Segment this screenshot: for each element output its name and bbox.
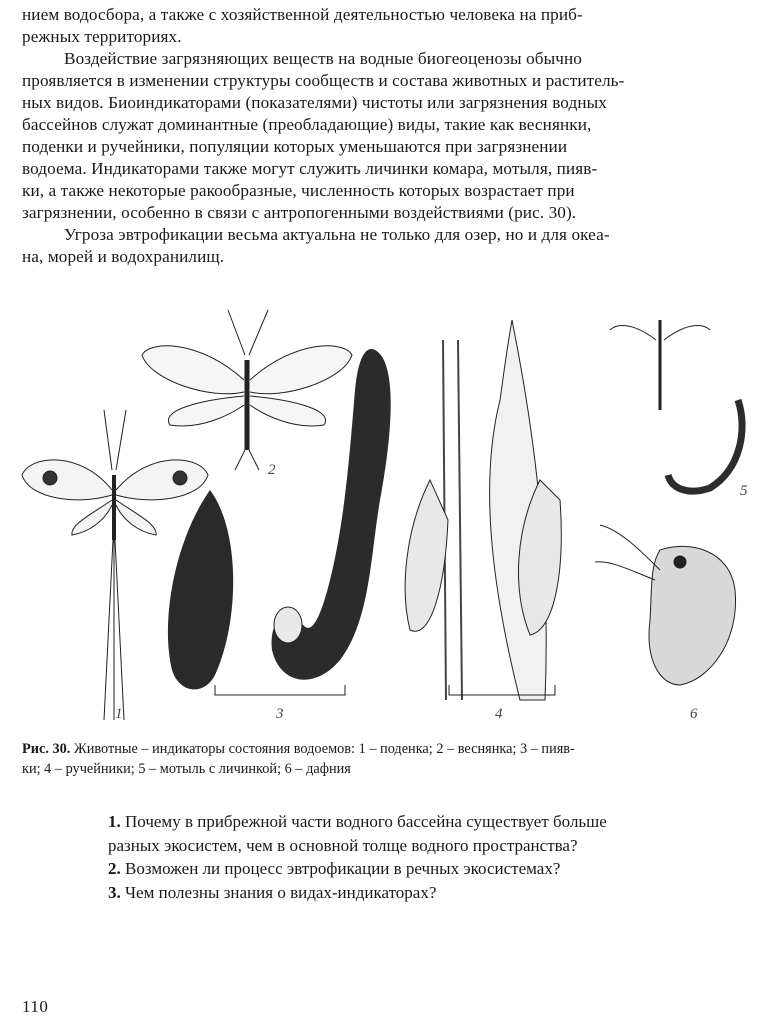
figure-label-3: 3	[276, 706, 284, 722]
figure-illustration	[0, 300, 757, 730]
text-line: ных видов. Биоиндикаторами (показателями) чистоты или загрязнения водных	[22, 93, 607, 112]
text-line: бассейнов служат доминантные (преобладающие) виды, такие как веснянки,	[22, 115, 592, 134]
text-line: Угроза эвтрофикации весьма актуальна не только для озер, но и для океа-	[64, 225, 610, 244]
question-number: 2.	[108, 859, 121, 878]
stonefly-illustration	[142, 310, 352, 470]
caption-line	[22, 739, 757, 759]
text-line: на, морей и водохранилищ.	[22, 247, 225, 266]
figure-label-1: 1	[115, 706, 123, 722]
caddisfly-illustration	[405, 320, 561, 700]
figure-caption	[22, 739, 757, 779]
question-1	[108, 810, 757, 834]
bloodworm-illustration	[610, 320, 742, 491]
question-3	[108, 881, 757, 905]
text-line: поденки и ручейники, популяции которых уменьшаются при загрязнении	[22, 137, 568, 156]
question-text: Почему в прибрежной части водного бассейна существует больше	[125, 812, 607, 831]
figure-label-6: 6	[690, 706, 698, 722]
text-line: Воздействие загрязняющих веществ на водные биогеоценозы обычно	[64, 49, 582, 68]
text-line: загрязнении, особенно в связи с антропогенными воздействиями (рис. 30).	[22, 203, 577, 222]
text-line: водоема. Индикаторами также могут служить личинки комара, мотыля, пияв-	[22, 159, 598, 178]
caption-line: ки; 4 – ручейники; 5 – мотыль с личинкой; 6 – дафния	[22, 761, 351, 777]
figure-label-2: 2	[268, 462, 276, 478]
question-text: Чем полезны знания о видах-индикаторах?	[125, 882, 437, 902]
text-line: нием водосбора, а также с хозяйственной деятельностью человека на приб-	[22, 5, 583, 24]
figure-label-5: 5	[740, 483, 748, 499]
caption-prefix: Рис. 30.	[22, 741, 71, 757]
question-number: 1.	[108, 812, 121, 831]
question-number: 3.	[108, 882, 121, 902]
review-questions	[108, 810, 757, 904]
caption-text: Животные – индикаторы состояния водоемов: 1 – поденка; 2 – веснянка; 3 – пияв-	[70, 741, 575, 757]
text-line: проявляется в изменении структуры сообществ и состава животных и раститель-	[22, 71, 625, 90]
question-2	[108, 857, 757, 881]
page-number: 110	[22, 997, 49, 1016]
text-line: режных территориях.	[22, 27, 182, 46]
question-1-continued: разных экосистем, чем в основной толще водного пространства?	[108, 835, 578, 855]
figure-label-4: 4	[495, 706, 503, 722]
text-line: ки, а также некоторые ракообразные, численность которых возрастает при	[22, 181, 575, 200]
figure-30	[0, 300, 757, 730]
body-text	[22, 4, 757, 268]
daphnia-illustration	[595, 525, 736, 685]
question-text: Возможен ли процесс эвтрофикации в речных экосистемах?	[125, 859, 561, 878]
